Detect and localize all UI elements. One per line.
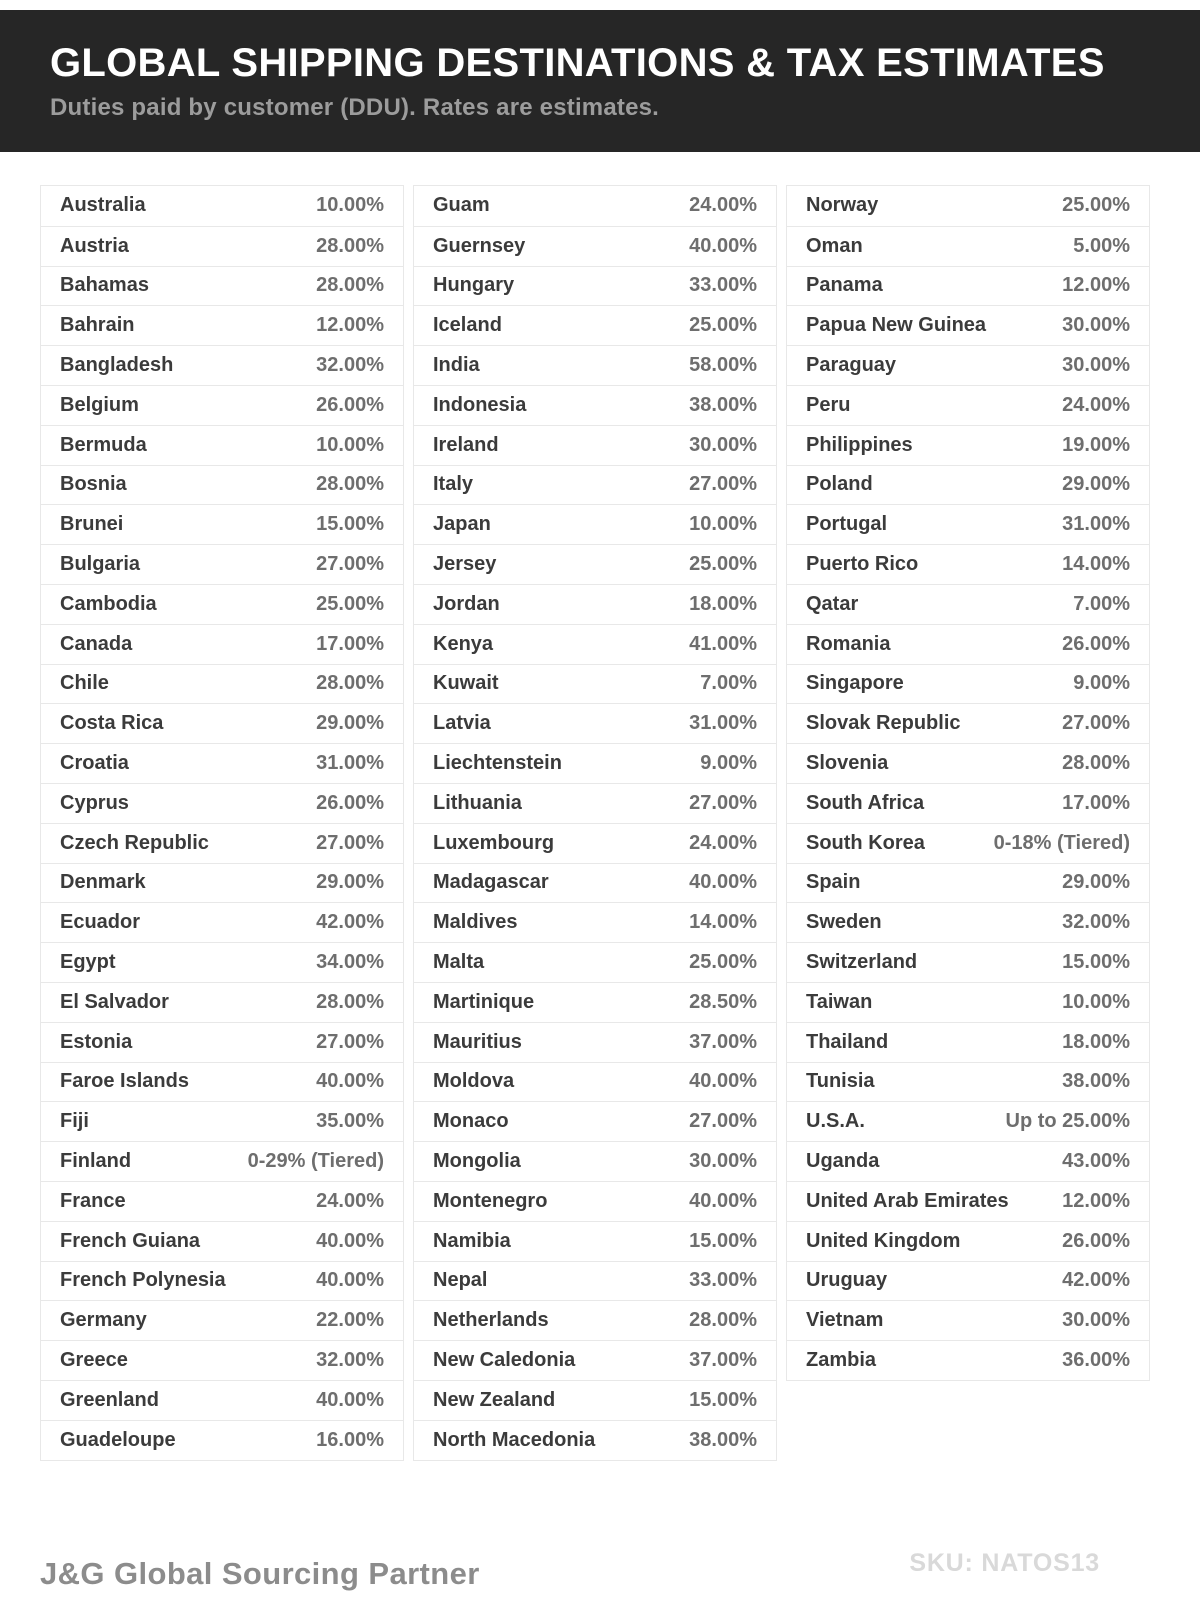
- table-row: [787, 504, 1149, 544]
- table-row: [414, 823, 776, 863]
- country-name: Latvia: [433, 712, 491, 735]
- tax-rate-value: 29.00%: [1062, 473, 1130, 496]
- table-row: [414, 1380, 776, 1420]
- tax-rate-value: 27.00%: [1062, 712, 1130, 735]
- table-row: [41, 624, 403, 664]
- table-row: [41, 385, 403, 425]
- country-name: Slovak Republic: [806, 712, 961, 735]
- country-name: Guadeloupe: [60, 1428, 176, 1451]
- tax-rate-value: 40.00%: [689, 1070, 757, 1093]
- country-name: Brunei: [60, 513, 124, 536]
- country-name: Peru: [806, 393, 851, 416]
- table-row: [414, 624, 776, 664]
- tax-rate-value: 10.00%: [1062, 990, 1130, 1013]
- table-row: [787, 1062, 1149, 1102]
- table-row: [41, 823, 403, 863]
- tax-rate-value: 25.00%: [689, 553, 757, 576]
- country-name: Greenland: [60, 1388, 159, 1411]
- table-row: [41, 1101, 403, 1141]
- country-name: Netherlands: [433, 1309, 549, 1332]
- tax-rate-value: 28.00%: [316, 990, 384, 1013]
- country-name: Portugal: [806, 513, 888, 536]
- tax-rate-value: 5.00%: [1073, 234, 1130, 257]
- country-name: French Guiana: [60, 1229, 201, 1252]
- country-name: Cambodia: [60, 592, 157, 615]
- country-name: Mauritius: [433, 1030, 522, 1053]
- table-row: [787, 425, 1149, 465]
- table-row: [41, 1420, 403, 1460]
- tax-rate-value: 15.00%: [689, 1229, 757, 1252]
- country-name: Italy: [433, 473, 474, 496]
- tax-rate-value: 35.00%: [316, 1110, 384, 1133]
- table-row: [41, 942, 403, 982]
- country-name: Bahrain: [60, 314, 135, 337]
- table-row: [787, 703, 1149, 743]
- tax-rate-value: 27.00%: [316, 831, 384, 854]
- tax-rate-value: 40.00%: [689, 234, 757, 257]
- country-name: India: [433, 354, 480, 377]
- table-row: [41, 982, 403, 1022]
- country-name: Tunisia: [806, 1070, 875, 1093]
- country-name: Sweden: [806, 911, 882, 934]
- tax-rate-value: 0-18% (Tiered): [993, 831, 1130, 854]
- table-row: [787, 226, 1149, 266]
- table-row: [787, 664, 1149, 704]
- tax-rate-value: 33.00%: [689, 1269, 757, 1292]
- tax-rate-value: 28.00%: [1062, 752, 1130, 775]
- table-row: [41, 1181, 403, 1221]
- country-name: Kuwait: [433, 672, 499, 695]
- table-row: [41, 1062, 403, 1102]
- country-name: Indonesia: [433, 393, 527, 416]
- country-name: Bulgaria: [60, 553, 141, 576]
- country-name: Cyprus: [60, 791, 129, 814]
- country-name: Liechtenstein: [433, 752, 562, 775]
- table-row: [41, 1340, 403, 1380]
- table-row: [41, 664, 403, 704]
- table-row: [414, 1221, 776, 1261]
- table-row: [41, 1380, 403, 1420]
- tax-rate-value: 10.00%: [316, 433, 384, 456]
- tax-rate-value: 26.00%: [1062, 1229, 1130, 1252]
- table-row: [414, 783, 776, 823]
- table-row: [41, 1261, 403, 1301]
- table-row: [787, 783, 1149, 823]
- tax-rate-value: 24.00%: [316, 1189, 384, 1212]
- country-name: South Africa: [806, 791, 925, 814]
- table-row: [787, 186, 1149, 226]
- table-row: [787, 1221, 1149, 1261]
- tax-rate-value: 25.00%: [316, 592, 384, 615]
- country-name: Faroe Islands: [60, 1070, 189, 1093]
- country-name: United Arab Emirates: [806, 1189, 1009, 1212]
- tax-rate-value: 9.00%: [1073, 672, 1130, 695]
- country-name: Moldova: [433, 1070, 515, 1093]
- tax-rate-value: 10.00%: [316, 194, 384, 217]
- country-name: Jersey: [433, 553, 497, 576]
- tax-rate-value: 31.00%: [1062, 513, 1130, 536]
- tax-rate-value: 7.00%: [700, 672, 757, 695]
- country-name: New Caledonia: [433, 1349, 576, 1371]
- table-row: [414, 743, 776, 783]
- table-row: [787, 902, 1149, 942]
- table-row: [41, 1141, 403, 1181]
- country-name: Switzerland: [806, 951, 918, 974]
- tax-rate-value: 27.00%: [689, 791, 757, 814]
- tax-rate-value: 26.00%: [316, 393, 384, 416]
- table-row: [414, 863, 776, 903]
- country-name: Guam: [433, 194, 490, 217]
- table-row: [414, 1420, 776, 1460]
- country-name: Namibia: [433, 1229, 511, 1252]
- country-name: Fiji: [60, 1110, 89, 1133]
- table-row: [41, 863, 403, 903]
- table-row: [414, 1141, 776, 1181]
- country-name: Czech Republic: [60, 831, 209, 854]
- table-row: [41, 186, 403, 226]
- tax-rate-value: 31.00%: [316, 752, 384, 775]
- table-row: [787, 465, 1149, 505]
- tax-rate-value: 37.00%: [689, 1030, 757, 1053]
- country-name: Ireland: [433, 433, 499, 456]
- country-name: Ecuador: [60, 911, 141, 934]
- tax-rate-value: 38.00%: [689, 393, 757, 416]
- tax-rate-value: 41.00%: [689, 632, 757, 655]
- table-row: [787, 1300, 1149, 1340]
- tax-rate-value: 29.00%: [316, 871, 384, 894]
- country-name: Maldives: [433, 911, 518, 934]
- table-row: [41, 504, 403, 544]
- country-name: Uganda: [806, 1150, 880, 1173]
- country-name: Costa Rica: [60, 712, 164, 735]
- country-name: Martinique: [433, 990, 535, 1013]
- country-name: Chile: [60, 672, 109, 695]
- country-name: Poland: [806, 473, 873, 496]
- table-row: [41, 1221, 403, 1261]
- country-name: Greece: [60, 1349, 128, 1371]
- table-row: [787, 1141, 1149, 1181]
- country-name: Denmark: [60, 871, 146, 894]
- tax-rate-value: 32.00%: [316, 354, 384, 377]
- table-row: [414, 1101, 776, 1141]
- tax-rate-value: 17.00%: [316, 632, 384, 655]
- tax-rate-value: 14.00%: [1062, 553, 1130, 576]
- tax-rate-value: 25.00%: [689, 951, 757, 974]
- country-name: French Polynesia: [60, 1269, 226, 1292]
- country-name: Qatar: [806, 592, 859, 615]
- tax-rate-value: 28.00%: [316, 274, 384, 297]
- tax-rate-value: 34.00%: [316, 951, 384, 974]
- tax-rate-value: 42.00%: [316, 911, 384, 934]
- table-row: [787, 863, 1149, 903]
- country-name: Croatia: [60, 752, 129, 775]
- tax-rate-value: 32.00%: [1062, 911, 1130, 934]
- tax-rate-value: 40.00%: [689, 1189, 757, 1212]
- tax-rate-value: 12.00%: [316, 314, 384, 337]
- country-name: South Korea: [806, 831, 925, 854]
- country-name: Zambia: [806, 1349, 877, 1371]
- tax-rate-value: 27.00%: [316, 553, 384, 576]
- country-name: Germany: [60, 1309, 147, 1332]
- tax-rate-value: Up to 25.00%: [1005, 1110, 1130, 1133]
- country-name: France: [60, 1189, 126, 1212]
- tax-rate-value: 37.00%: [689, 1349, 757, 1371]
- tax-rate-value: 9.00%: [700, 752, 757, 775]
- country-name: Guernsey: [433, 234, 526, 257]
- country-name: Australia: [60, 194, 146, 217]
- table-row: [41, 266, 403, 306]
- table-row: [787, 823, 1149, 863]
- table-row: [41, 783, 403, 823]
- country-name: Bosnia: [60, 473, 127, 496]
- footer: [0, 1461, 1200, 1600]
- tax-rate-value: 15.00%: [316, 513, 384, 536]
- country-name: New Zealand: [433, 1388, 556, 1411]
- table-row: [414, 186, 776, 226]
- tax-rate-value: 40.00%: [316, 1388, 384, 1411]
- table-row: [41, 1022, 403, 1062]
- tax-rate-value: 28.50%: [689, 990, 757, 1013]
- country-name: Nepal: [433, 1269, 488, 1292]
- table-row: [414, 942, 776, 982]
- country-name: Norway: [806, 194, 879, 217]
- country-name: Puerto Rico: [806, 553, 919, 576]
- tax-rate-value: 17.00%: [1062, 791, 1130, 814]
- table-row: [41, 305, 403, 345]
- table-row: [787, 942, 1149, 982]
- table-row: [41, 584, 403, 624]
- table-row: [414, 305, 776, 345]
- country-name: Slovenia: [806, 752, 889, 775]
- tax-rate-value: 0-29% (Tiered): [247, 1150, 384, 1173]
- table-row: [41, 544, 403, 584]
- table-row: [414, 226, 776, 266]
- tax-rate-value: 10.00%: [689, 513, 757, 536]
- tax-rate-value: 24.00%: [1062, 393, 1130, 416]
- table-row: [414, 1261, 776, 1301]
- country-name: Jordan: [433, 592, 500, 615]
- tax-rate-value: 28.00%: [316, 473, 384, 496]
- table-row: [414, 584, 776, 624]
- table-row: [414, 465, 776, 505]
- country-name: Madagascar: [433, 871, 549, 894]
- tax-rate-value: 28.00%: [316, 234, 384, 257]
- table-row: [414, 1062, 776, 1102]
- table-row: [414, 902, 776, 942]
- tax-rate-value: 38.00%: [689, 1428, 757, 1451]
- table-row: [414, 1300, 776, 1340]
- country-name: Canada: [60, 632, 133, 655]
- table-column-1: [40, 185, 404, 1461]
- country-name: Taiwan: [806, 990, 873, 1013]
- tax-rate-value: 29.00%: [316, 712, 384, 735]
- table-row: [41, 1300, 403, 1340]
- country-name: El Salvador: [60, 990, 169, 1013]
- table-row: [787, 1340, 1149, 1380]
- tax-rate-value: 12.00%: [1062, 274, 1130, 297]
- tax-rate-value: 58.00%: [689, 354, 757, 377]
- country-name: Egypt: [60, 951, 116, 974]
- country-name: U.S.A.: [806, 1110, 865, 1133]
- table-row: [414, 385, 776, 425]
- tax-rate-value: 29.00%: [1062, 871, 1130, 894]
- table-row: [41, 902, 403, 942]
- table-row: [787, 624, 1149, 664]
- tax-rate-value: 7.00%: [1073, 592, 1130, 615]
- tax-rate-value: 40.00%: [316, 1269, 384, 1292]
- table-row: [414, 664, 776, 704]
- table-row: [414, 982, 776, 1022]
- page-subtitle: Duties paid by customer (DDU). Rates are estimates.: [50, 93, 660, 121]
- country-name: Kenya: [433, 632, 494, 655]
- tax-rate-value: 40.00%: [316, 1229, 384, 1252]
- country-name: Montenegro: [433, 1189, 548, 1212]
- table-row: [787, 584, 1149, 624]
- table-row: [414, 703, 776, 743]
- tax-rate-value: 24.00%: [689, 194, 757, 217]
- table-row: [414, 425, 776, 465]
- tax-rate-value: 30.00%: [1062, 314, 1130, 337]
- tax-rate-value: 19.00%: [1062, 433, 1130, 456]
- tax-rates-table: [40, 185, 1150, 1461]
- tax-rate-value: 38.00%: [1062, 1070, 1130, 1093]
- country-name: Finland: [60, 1150, 132, 1173]
- table-row: [414, 504, 776, 544]
- country-name: United Kingdom: [806, 1229, 961, 1252]
- tax-rate-value: 16.00%: [316, 1428, 384, 1451]
- country-name: Bangladesh: [60, 354, 174, 377]
- tax-rate-value: 30.00%: [689, 433, 757, 456]
- country-name: Austria: [60, 234, 129, 257]
- country-name: Vietnam: [806, 1309, 884, 1332]
- country-name: Philippines: [806, 433, 913, 456]
- table-column-3: [786, 185, 1150, 1381]
- table-row: [414, 1181, 776, 1221]
- table-row: [787, 345, 1149, 385]
- tax-rate-value: 15.00%: [1062, 951, 1130, 974]
- country-name: Panama: [806, 274, 883, 297]
- table-row: [41, 743, 403, 783]
- tax-rate-value: 25.00%: [689, 314, 757, 337]
- table-row: [41, 226, 403, 266]
- table-row: [41, 703, 403, 743]
- table-row: [787, 544, 1149, 584]
- page-title: GLOBAL SHIPPING DESTINATIONS & TAX ESTIMATES: [50, 40, 1105, 85]
- table-row: [787, 743, 1149, 783]
- table-row: [787, 1022, 1149, 1062]
- tax-rate-value: 26.00%: [316, 791, 384, 814]
- tax-rate-value: 12.00%: [1062, 1189, 1130, 1212]
- sku-label: SKU: NATOS13: [909, 1548, 1100, 1577]
- tax-rate-value: 24.00%: [689, 831, 757, 854]
- tax-rate-value: 42.00%: [1062, 1269, 1130, 1292]
- tax-rate-value: 30.00%: [1062, 1309, 1130, 1332]
- tax-rate-value: 22.00%: [316, 1309, 384, 1332]
- tax-rate-value: 25.00%: [1062, 194, 1130, 217]
- table-row: [787, 1101, 1149, 1141]
- tax-rate-value: 28.00%: [689, 1309, 757, 1332]
- table-column-2: [413, 185, 777, 1461]
- country-name: Paraguay: [806, 354, 897, 377]
- table-row: [414, 544, 776, 584]
- country-name: Japan: [433, 513, 491, 536]
- table-row: [414, 1022, 776, 1062]
- country-name: Papua New Guinea: [806, 314, 987, 337]
- tax-rate-value: 18.00%: [1062, 1030, 1130, 1053]
- tax-rate-value: 15.00%: [689, 1388, 757, 1411]
- table-row: [414, 266, 776, 306]
- tax-rate-value: 30.00%: [1062, 354, 1130, 377]
- country-name: Mongolia: [433, 1150, 521, 1173]
- country-name: Bahamas: [60, 274, 149, 297]
- table-row: [787, 982, 1149, 1022]
- country-name: Hungary: [433, 274, 515, 297]
- tax-rate-value: 27.00%: [689, 1110, 757, 1133]
- header-banner: [0, 10, 1200, 152]
- table-row: [41, 345, 403, 385]
- country-name: Uruguay: [806, 1269, 888, 1292]
- country-name: Lithuania: [433, 791, 522, 814]
- tax-rate-value: 40.00%: [689, 871, 757, 894]
- country-name: Thailand: [806, 1030, 889, 1053]
- country-name: Iceland: [433, 314, 502, 337]
- country-name: Romania: [806, 632, 891, 655]
- country-name: Estonia: [60, 1030, 133, 1053]
- country-name: Belgium: [60, 393, 139, 416]
- tax-rate-value: 36.00%: [1062, 1349, 1130, 1371]
- country-name: Malta: [433, 951, 485, 974]
- country-name: Luxembourg: [433, 831, 555, 854]
- tax-rate-value: 43.00%: [1062, 1150, 1130, 1173]
- country-name: Spain: [806, 871, 861, 894]
- country-name: Monaco: [433, 1110, 509, 1133]
- table-row: [414, 345, 776, 385]
- table-row: [787, 266, 1149, 306]
- table-row: [41, 425, 403, 465]
- country-name: Bermuda: [60, 433, 147, 456]
- brand-text: J&G Global Sourcing Partner: [40, 1555, 480, 1591]
- table-row: [787, 385, 1149, 425]
- tax-rate-value: 28.00%: [316, 672, 384, 695]
- table-row: [414, 1340, 776, 1380]
- tax-rate-value: 33.00%: [689, 274, 757, 297]
- table-row: [41, 465, 403, 505]
- tax-rate-value: 32.00%: [316, 1349, 384, 1371]
- tax-rate-value: 40.00%: [316, 1070, 384, 1093]
- table-row: [787, 1261, 1149, 1301]
- tax-rate-value: 18.00%: [689, 592, 757, 615]
- country-name: Oman: [806, 234, 863, 257]
- country-name: Singapore: [806, 672, 904, 695]
- tax-rate-value: 26.00%: [1062, 632, 1130, 655]
- table-row: [787, 305, 1149, 345]
- tax-rate-value: 30.00%: [689, 1150, 757, 1173]
- tax-rate-value: 14.00%: [689, 911, 757, 934]
- tax-rate-value: 27.00%: [689, 473, 757, 496]
- tax-rate-value: 27.00%: [316, 1030, 384, 1053]
- tax-rate-value: 31.00%: [689, 712, 757, 735]
- country-name: North Macedonia: [433, 1428, 596, 1451]
- table-row: [787, 1181, 1149, 1221]
